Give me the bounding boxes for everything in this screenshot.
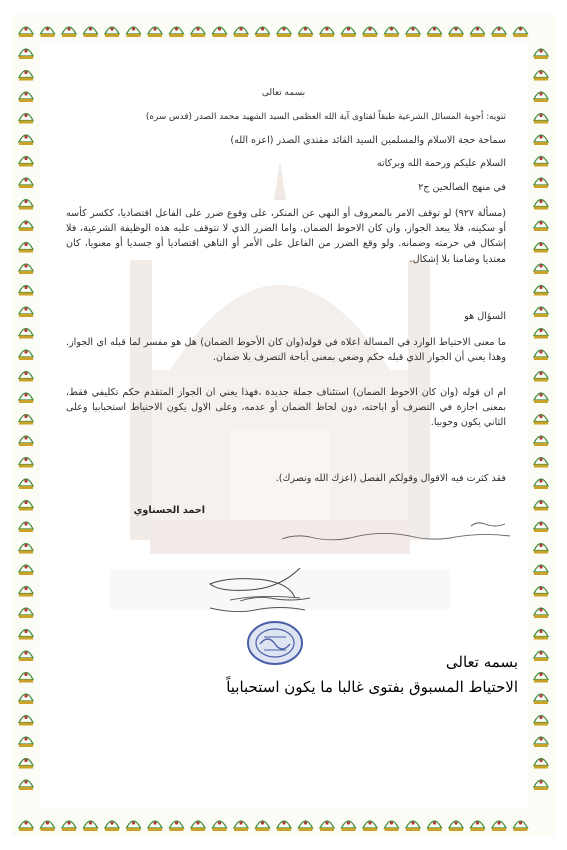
border-ornament-tile (534, 135, 548, 145)
border-ornament-tile (534, 630, 548, 640)
border-ornament-tile (19, 716, 33, 726)
border-ornament-tile (191, 821, 205, 831)
border-ornament-tile (534, 780, 548, 790)
border-ornament-tile (534, 479, 548, 489)
border-ornament-tile (406, 821, 420, 831)
border-ornament-tile (534, 458, 548, 468)
letter-header: بسمه تعالى (261, 88, 306, 98)
border-ornament-tile (534, 372, 548, 382)
border-ornament-tile (19, 243, 33, 253)
border-ornament-tile (19, 178, 33, 188)
border-ornament-tile (41, 821, 55, 831)
border-ornament-tile (19, 329, 33, 339)
letter-issue-paragraph: (مسألة ٩٢٧) لو توقف الامر بالمعروف أو النهي عن المنكر، على وقوع ضرر على الفاعل اقتصاديا، ككسر كأسه أو سكينه، فلا يبعد الجواز، وان كان الاحوط الضمان. واما الضرر الذي لا تتوقف عليه هذه الوظيفة الشرعية، فلا إشكال في حرمته وضمانه. ولو وقع الضرر من الفاعل على الأمر أو الناهي اقتصاديا أو جسديا أو معنويا، كان معتديا وضامنا بلا إشكال. (66, 208, 507, 265)
border-ornament-tile (534, 737, 548, 747)
border-ornament-tile (277, 821, 291, 831)
border-ornament-tile (19, 565, 33, 575)
border-ornament-tile (534, 393, 548, 403)
border-ornament-tile (62, 27, 76, 37)
letter-addressee: سماحة حجة الاسلام والمسلمين السيد القائد مقتدى الصدر (اعزه الله) (230, 135, 506, 146)
border-ornament-tile (19, 27, 33, 37)
border-ornament-tile (534, 522, 548, 532)
border-ornament-tile (84, 821, 98, 831)
border-ornament-tile (534, 350, 548, 360)
border-ornament-tile (19, 759, 33, 769)
border-ornament-tile (534, 694, 548, 704)
border-ornament-tile (234, 27, 248, 37)
border-ornament-tile (19, 71, 33, 81)
border-ornament-tile (19, 673, 33, 683)
border-ornament-tile (148, 27, 162, 37)
border-ornament-tile (385, 27, 399, 37)
letter-greeting: السلام عليكم ورحمة الله وبركاته (376, 158, 506, 169)
caption-ruling: الاحتياط المسبوق بفتوى غالبا ما يكون استحبابياً (226, 678, 518, 696)
caption-title: بسمه تعالى (445, 653, 518, 671)
border-ornament-tile (492, 27, 506, 37)
border-ornament-tile (534, 264, 548, 274)
letter-sender: احمد الحسناوي (133, 505, 205, 516)
border-ornament-tile (534, 673, 548, 683)
border-ornament-tile (19, 157, 33, 167)
border-ornament-tile (428, 821, 442, 831)
border-ornament-tile (534, 329, 548, 339)
border-ornament-tile (19, 49, 33, 59)
office-seal-stamp (246, 620, 304, 666)
border-ornament-tile (19, 350, 33, 360)
border-ornament-tile (19, 479, 33, 489)
border-ornament-tile (148, 821, 162, 831)
border-ornament-tile (19, 737, 33, 747)
border-ornament-tile (19, 114, 33, 124)
border-ornament-tile (19, 393, 33, 403)
border-ornament-tile (534, 651, 548, 661)
letter-note: تنويه: أجوبة المسائل الشرعية طبقاً لفتاوى آية الله العظمى السيد الشهيد محمد الصدر (قدس سره) (145, 112, 506, 122)
border-ornament-tile (320, 27, 334, 37)
border-ornament-tile (256, 821, 270, 831)
border-ornament-tile (534, 716, 548, 726)
border-ornament-tile (534, 608, 548, 618)
border-ornament-tile (19, 200, 33, 210)
border-ornament-tile (534, 49, 548, 59)
border-ornament-tile (19, 587, 33, 597)
border-ornament-tile (127, 821, 141, 831)
border-ornament-tile (19, 630, 33, 640)
border-ornament-tile (534, 114, 548, 124)
letter-question-title: السؤال هو (464, 311, 506, 322)
letter-book-reference: في منهج الصالحين ج٢ (418, 182, 506, 193)
border-ornament-tile (19, 694, 33, 704)
border-ornament-tile (534, 178, 548, 188)
border-ornament-tile (19, 780, 33, 790)
border-ornament-tile (363, 821, 377, 831)
border-ornament-tile (534, 221, 548, 231)
border-ornament-tile (19, 458, 33, 468)
border-ornament-tile (534, 565, 548, 575)
border-ornament-tile (256, 27, 270, 37)
border-ornament-tile (299, 27, 313, 37)
border-ornament-tile (534, 436, 548, 446)
border-ornament-tile (534, 759, 548, 769)
border-ornament-tile (534, 71, 548, 81)
border-ornament-tile (19, 821, 33, 831)
border-ornament-tile (213, 821, 227, 831)
border-ornament-tile (19, 221, 33, 231)
border-ornament-tile (41, 27, 55, 37)
border-ornament-tile (234, 821, 248, 831)
border-ornament-tile (385, 821, 399, 831)
border-ornament-tile (62, 821, 76, 831)
border-ornament-tile (406, 27, 420, 37)
handwritten-date (205, 592, 315, 618)
border-ornament-tile (19, 372, 33, 382)
border-ornament-tile (19, 307, 33, 317)
border-ornament-tile (19, 415, 33, 425)
border-ornament-tile (534, 307, 548, 317)
letter-question-2: ام ان قوله (وان كان الاحوط الضمان) استئناف جملة جديدة ،فهذا يعني ان الجواز المتقدم حكم تكليفي فقط، بمعنى اجازة في التصرف أو اباحته، دون لحاظ الضمان أو عدمه، وعلى الاول يكون الاحتياط استحبابيا وعلى الثاني يكون وجوبيا. (66, 387, 506, 429)
letter-closing: فقد كثرت فيه الاقوال وقولكم الفصل (اعزك الله ونصرك). (275, 473, 506, 484)
border-ornament-tile (534, 286, 548, 296)
border-ornament-tile (19, 286, 33, 296)
border-ornament-tile (449, 27, 463, 37)
border-ornament-tile (213, 27, 227, 37)
border-ornament-tile (492, 821, 506, 831)
letter-question-1: ما معنى الاحتياط الوارد في المسالة اعلاه في قوله(وان كان الأحوط الضمان) هل هو مفسر لما قبله اي الجواز. وهذا يعني أن الجواز الذي قبله حكم وضعي بمعنى أباحة التصرف بلا ضمان. (66, 337, 506, 364)
border-ornament-tile (342, 821, 356, 831)
border-ornament-tile (105, 821, 119, 831)
border-ornament-tile (363, 27, 377, 37)
border-ornament-tile (277, 27, 291, 37)
border-ornament-tile (534, 587, 548, 597)
border-ornament-tile (19, 651, 33, 661)
border-ornament-tile (471, 27, 485, 37)
border-ornament-tile (19, 135, 33, 145)
handwritten-reply-note (255, 516, 515, 546)
border-ornament-tile (534, 243, 548, 253)
border-ornament-tile (471, 821, 485, 831)
border-ornament-tile (514, 821, 528, 831)
border-ornament-tile (19, 436, 33, 446)
border-ornament-tile (170, 821, 184, 831)
border-ornament-tile (299, 821, 313, 831)
border-ornament-tile (191, 27, 205, 37)
border-ornament-tile (534, 415, 548, 425)
border-ornament-tile (534, 544, 548, 554)
border-ornament-tile (19, 544, 33, 554)
border-ornament-tile (320, 821, 334, 831)
border-ornament-tile (84, 27, 98, 37)
border-ornament-tile (19, 608, 33, 618)
border-ornament-tile (127, 27, 141, 37)
border-ornament-tile (534, 501, 548, 511)
border-ornament-tile (19, 501, 33, 511)
border-ornament-tile (428, 27, 442, 37)
border-ornament-tile (19, 522, 33, 532)
border-ornament-tile (534, 200, 548, 210)
border-ornament-tile (170, 27, 184, 37)
border-ornament-tile (105, 27, 119, 37)
border-ornament-tile (514, 27, 528, 37)
border-ornament-tile (449, 821, 463, 831)
border-ornament-tile (534, 157, 548, 167)
border-ornament-tile (19, 264, 33, 274)
border-ornament-tile (342, 27, 356, 37)
